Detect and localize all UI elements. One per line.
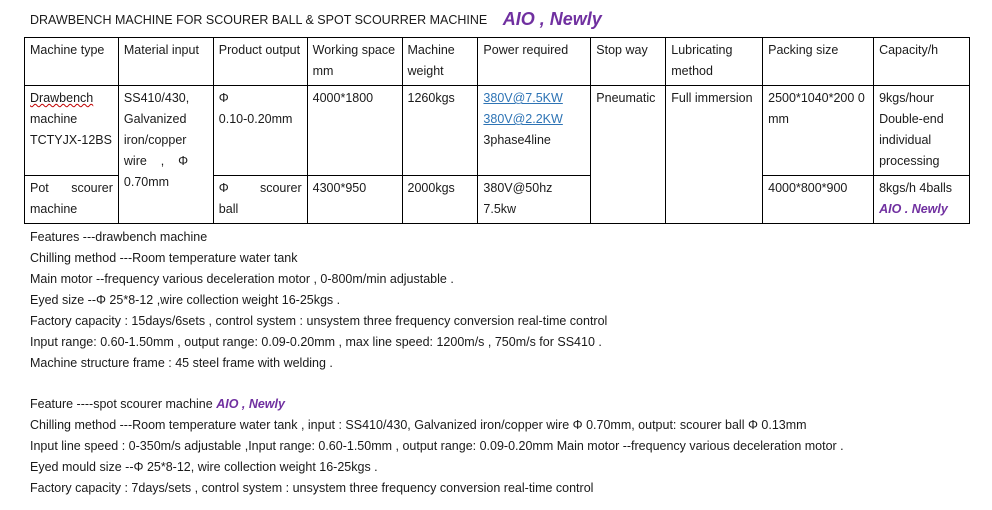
title-brand: AIO , Newly (502, 9, 602, 29)
header-cell: Material input (118, 38, 213, 86)
product-output-cell (213, 176, 307, 224)
material-text: SS410/430, Galvanized iron/copper wire (123, 91, 190, 168)
working-space-cell: 4300*950 (307, 176, 402, 224)
features-drawbench (30, 227, 607, 374)
product-word: scourer (259, 181, 302, 195)
spec-table (24, 37, 970, 224)
table-row (25, 86, 970, 176)
machine-type-line: machine (30, 112, 78, 126)
power-phase: 3phase4line (483, 133, 551, 147)
stop-way-cell: Pneumatic (591, 86, 666, 224)
header-cell: Working space mm (307, 38, 402, 86)
header-cell: Machine type (25, 38, 119, 86)
features-brand: AIO , Newly (216, 397, 285, 411)
machine-type-line: TCTYJX-12BS (30, 133, 112, 147)
machine-type-cell (25, 176, 119, 224)
capacity-cell: 9kgs/hour Double-end individual processing (874, 86, 970, 176)
feature-line: Factory capacity : 7days/sets , control system : unsystem three frequency conversion real-time control (30, 481, 594, 495)
machine-type-cell (25, 86, 119, 176)
packing-cell: 4000*800*900 (763, 176, 874, 224)
material-input-cell: SS410/430, Galvanized iron/copper wire , Φ 0.70mm (118, 86, 213, 224)
power-link-2[interactable]: 380V@2.2KW (483, 112, 563, 126)
header-cell: Product output (213, 38, 307, 86)
capacity-brand: AIO . Newly (879, 202, 948, 216)
lubricating-cell: Full immersion (666, 86, 763, 224)
header-cell: Packing size (763, 38, 874, 86)
header-cell: Stop way (591, 38, 666, 86)
feature-line: Factory capacity : 15days/6sets , control system : unsystem three frequency conversion real-time control (30, 314, 608, 328)
feature-line: Input range: 0.60-1.50mm , output range: 0.09-0.20mm , max line speed: 1200m/s , 750m/s for SS410 . (30, 335, 602, 349)
feature-line: Chilling method ---Room temperature water tank (30, 251, 298, 265)
power-line: 7.5kw (483, 202, 517, 216)
features-spot-scourer (30, 394, 844, 499)
product-word: ball (218, 202, 239, 216)
power-cell (478, 86, 591, 176)
feature-line: Chilling method ---Room temperature water tank , input : SS410/430, Galvanized iron/copper wire Φ 0.70mm, output: scourer ball Φ 0.13mm (30, 418, 807, 432)
machine-type-word: scourer (71, 181, 113, 195)
machine-type-word: machine (30, 202, 78, 216)
machine-type-line: Drawbench (30, 91, 94, 105)
capacity-text: 8kgs/h 4balls (879, 181, 953, 195)
features-heading: Feature ----spot scourer machine AIO , Newly (30, 397, 285, 411)
table-header-row (25, 38, 970, 86)
feature-line: Input line speed : 0-350m/s adjustable ,Input range: 0.60-1.50mm , output range: 0.09-0.20mm Main motor --frequency various deceleration motor . (30, 439, 844, 453)
phi-symbol: Φ (178, 154, 189, 168)
weight-cell: 2000kgs (402, 176, 478, 224)
features-heading: Features ---drawbench machine (30, 230, 208, 244)
title-text: DRAWBENCH MACHINE FOR SCOURER BALL & SPOT SCOURRER MACHINE (30, 13, 488, 27)
phi-symbol: Φ (218, 181, 229, 195)
feature-line: Eyed size --Φ 25*8-12 ,wire collection weight 16-25kgs . (30, 293, 341, 307)
feature-line: Main motor --frequency various deceleration motor , 0-800m/min adjustable . (30, 272, 454, 286)
document-title (30, 8, 602, 29)
header-cell: Lubricating method (666, 38, 763, 86)
capacity-cell (874, 176, 970, 224)
power-link-1[interactable]: 380V@7.5KW (483, 91, 563, 105)
power-cell (478, 176, 591, 224)
product-output-cell (213, 86, 307, 176)
working-space-cell: 4000*1800 (307, 86, 402, 176)
machine-type-word: Pot (30, 181, 49, 195)
header-cell: Power required (478, 38, 591, 86)
product-range: 0.10-0.20mm (218, 112, 293, 126)
feature-line: Eyed mould size --Φ 25*8-12, wire collection weight 16-25kgs . (30, 460, 378, 474)
material-diameter: 0.70mm (123, 175, 170, 189)
packing-cell: 2500*1040*200 0 mm (763, 86, 874, 176)
header-cell: Capacity/h (874, 38, 970, 86)
header-cell: Machine weight (402, 38, 478, 86)
feature-line: Machine structure frame : 45 steel frame with welding . (30, 356, 333, 370)
weight-cell: 1260kgs (402, 86, 478, 176)
power-line: 380V@50hz (483, 181, 553, 195)
phi-symbol: Φ (218, 91, 229, 105)
